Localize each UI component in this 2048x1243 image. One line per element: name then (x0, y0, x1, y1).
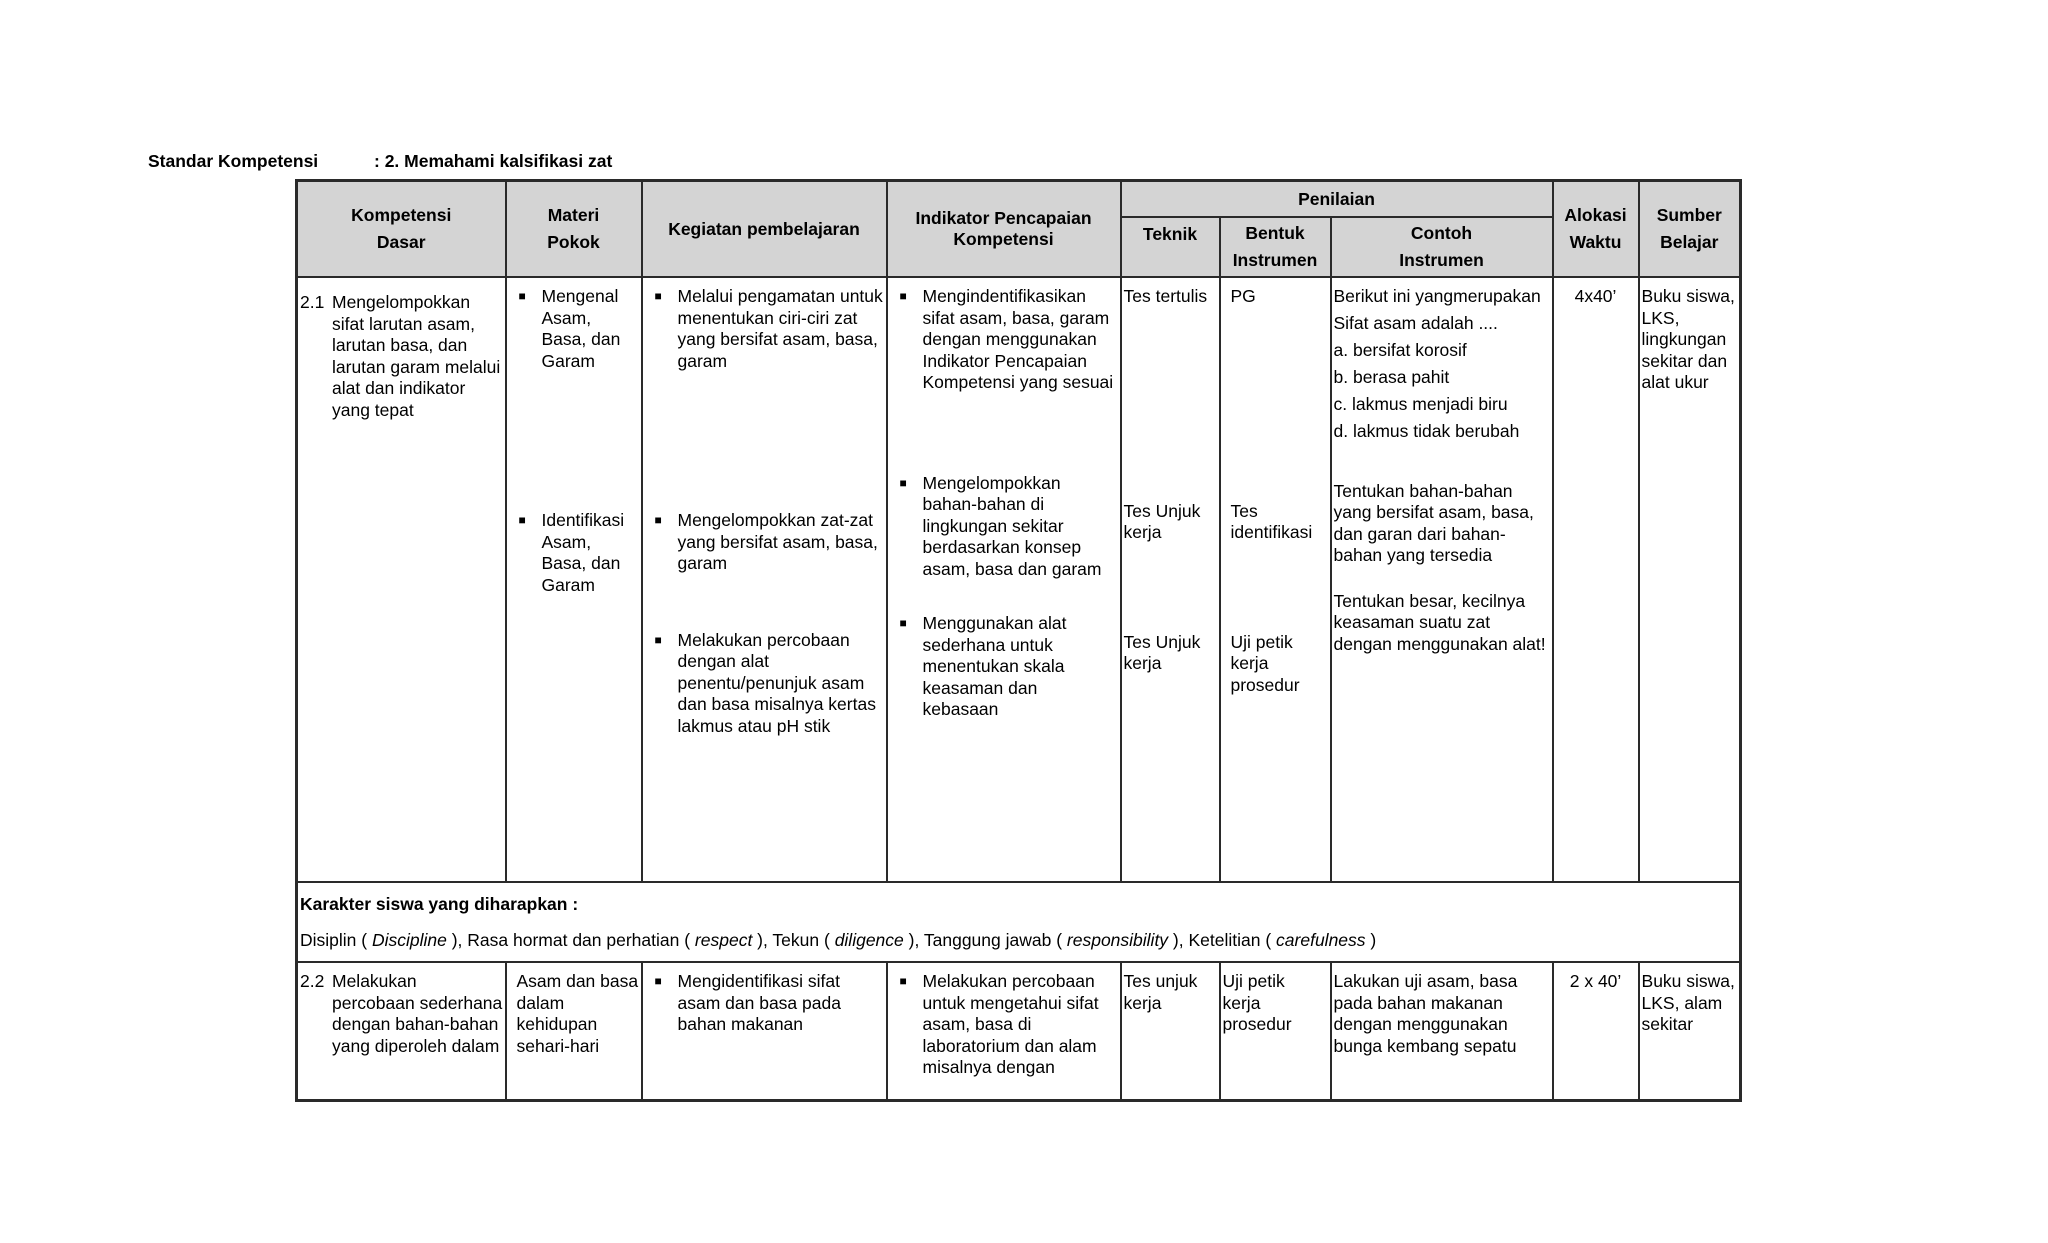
list-item: ■ Mengenal Asam, Basa, dan Garam (518, 286, 621, 371)
teknik-cell: Tes tertulis Tes Unjuk kerja Tes Unjuk kerja (1121, 277, 1220, 882)
sumber-cell: Buku siswa, LKS, lingkungan sekitar dan alat ukur (1639, 277, 1741, 882)
col-contoh: Contoh Instrumen (1331, 217, 1553, 277)
heading-value: : 2. Memahami kalsifikasi zat (374, 151, 613, 171)
col-kegiatan: Kegiatan pembelajaran (642, 181, 887, 278)
list-item: ■ Melakukan percobaan untuk mengetahui sifat asam, basa di laboratorium dan alam misalnya dengan (899, 971, 1099, 1077)
teknik-cell: Tes unjuk kerja (1121, 962, 1220, 1100)
list-item: ■ Menggunakan alat sederhana untuk menentukan skala keasaman dan kebasaan (899, 613, 1067, 719)
bentuk-cell: PG Tes identifikasi Uji petik kerja prosedur (1220, 277, 1331, 882)
col-alokasi: Alokasi Waktu (1553, 181, 1639, 278)
kd-cell (297, 962, 506, 1100)
list-item: ■ Mengelompokkan zat-zat yang bersifat asam, basa, garam (654, 510, 878, 573)
col-materi-pokok: Materi Pokok (506, 181, 642, 278)
table-row (297, 277, 1741, 882)
list-item: ■ Mengelompokkan bahan-bahan di lingkungan sekitar berdasarkan konsep asam, basa dan garam (899, 472, 1102, 579)
materi-cell: Asam dan basa dalam kehidupan sehari-hari (506, 962, 642, 1100)
kd-text: Mengelompokkan sifat larutan asam, larutan basa, dan larutan garam melalui alat dan indikator yang tepat (332, 292, 501, 420)
list-item: ■ Melakukan percobaan dengan alat penentu/penunjuk asam dan basa misalnya kertas lakmus atau pH stik (654, 629, 876, 736)
col-indikator: Indikator Pencapaian Kompetensi (887, 181, 1121, 278)
list-item: ■ Identifikasi Asam, Basa, dan Garam (518, 510, 625, 595)
silabus-table (295, 179, 1742, 1102)
materi-cell (506, 277, 642, 882)
karakter-cell (297, 882, 1741, 962)
alokasi-cell: 2 x 40’ (1553, 962, 1639, 1100)
table-row (297, 962, 1741, 1100)
list-item: ■ Mengidentifikasi sifat asam dan basa pada bahan makanan (654, 971, 841, 1034)
col-sumber: Sumber Belajar (1639, 181, 1741, 278)
contoh-cell: Berikut ini yangmerupakan Sifat asam adalah .... a. bersifat korosif b. berasa pahit c. lakmus menjadi biru d. lakmus tidak berubah Tentukan bahan-bahan yang bersifat asam, basa, dan garan dari bahan-bahan yang tersedia Tentukan besar, kecilnya keasaman suatu zat dengan menggunakan alat! (1331, 277, 1553, 882)
heading-label: Standar Kompetensi (148, 151, 319, 171)
kd-cell (297, 277, 506, 882)
karakter-list: Disiplin ( Discipline ), Rasa hormat dan perhatian ( respect ), Tekun ( diligence ), Tanggung jawab ( responsibility ), Ketelitian ( carefulness ) (300, 930, 1377, 950)
header-row-1 (297, 181, 1741, 218)
indikator-cell (887, 962, 1121, 1100)
bentuk-cell: Uji petik kerja prosedur (1220, 962, 1331, 1100)
col-kompetensi-dasar: Kompetensi Dasar (297, 181, 506, 278)
list-item: ■ Melalui pengamatan untuk menentukan ciri-ciri zat yang bersifat asam, basa, garam (654, 286, 883, 371)
list-item: ■ Mengindentifikasikan sifat asam, basa, garam dengan menggunakan Indikator Pencapaian Kompetensi yang sesuai (899, 286, 1114, 392)
kd-number: 2.2 (300, 971, 325, 991)
standar-kompetensi-heading (148, 151, 612, 172)
kegiatan-cell (642, 277, 887, 882)
kegiatan-cell (642, 962, 887, 1100)
col-penilaian: Penilaian (1121, 181, 1553, 218)
alokasi-cell: 4x40’ (1553, 277, 1639, 882)
kd-text: Melakukan percobaan sederhana dengan bahan-bahan yang diperoleh dalam (332, 971, 503, 1056)
karakter-title: Karakter siswa yang diharapkan : (300, 894, 579, 914)
kd-number: 2.1 (300, 292, 325, 312)
col-bentuk: Bentuk Instrumen (1220, 217, 1331, 277)
karakter-row (297, 882, 1741, 962)
indikator-cell (887, 277, 1121, 882)
col-teknik: Teknik (1121, 217, 1220, 277)
sumber-cell: Buku siswa, LKS, alam sekitar (1639, 962, 1741, 1100)
contoh-cell: Lakukan uji asam, basa pada bahan makanan dengan menggunakan bunga kembang sepatu (1331, 962, 1553, 1100)
